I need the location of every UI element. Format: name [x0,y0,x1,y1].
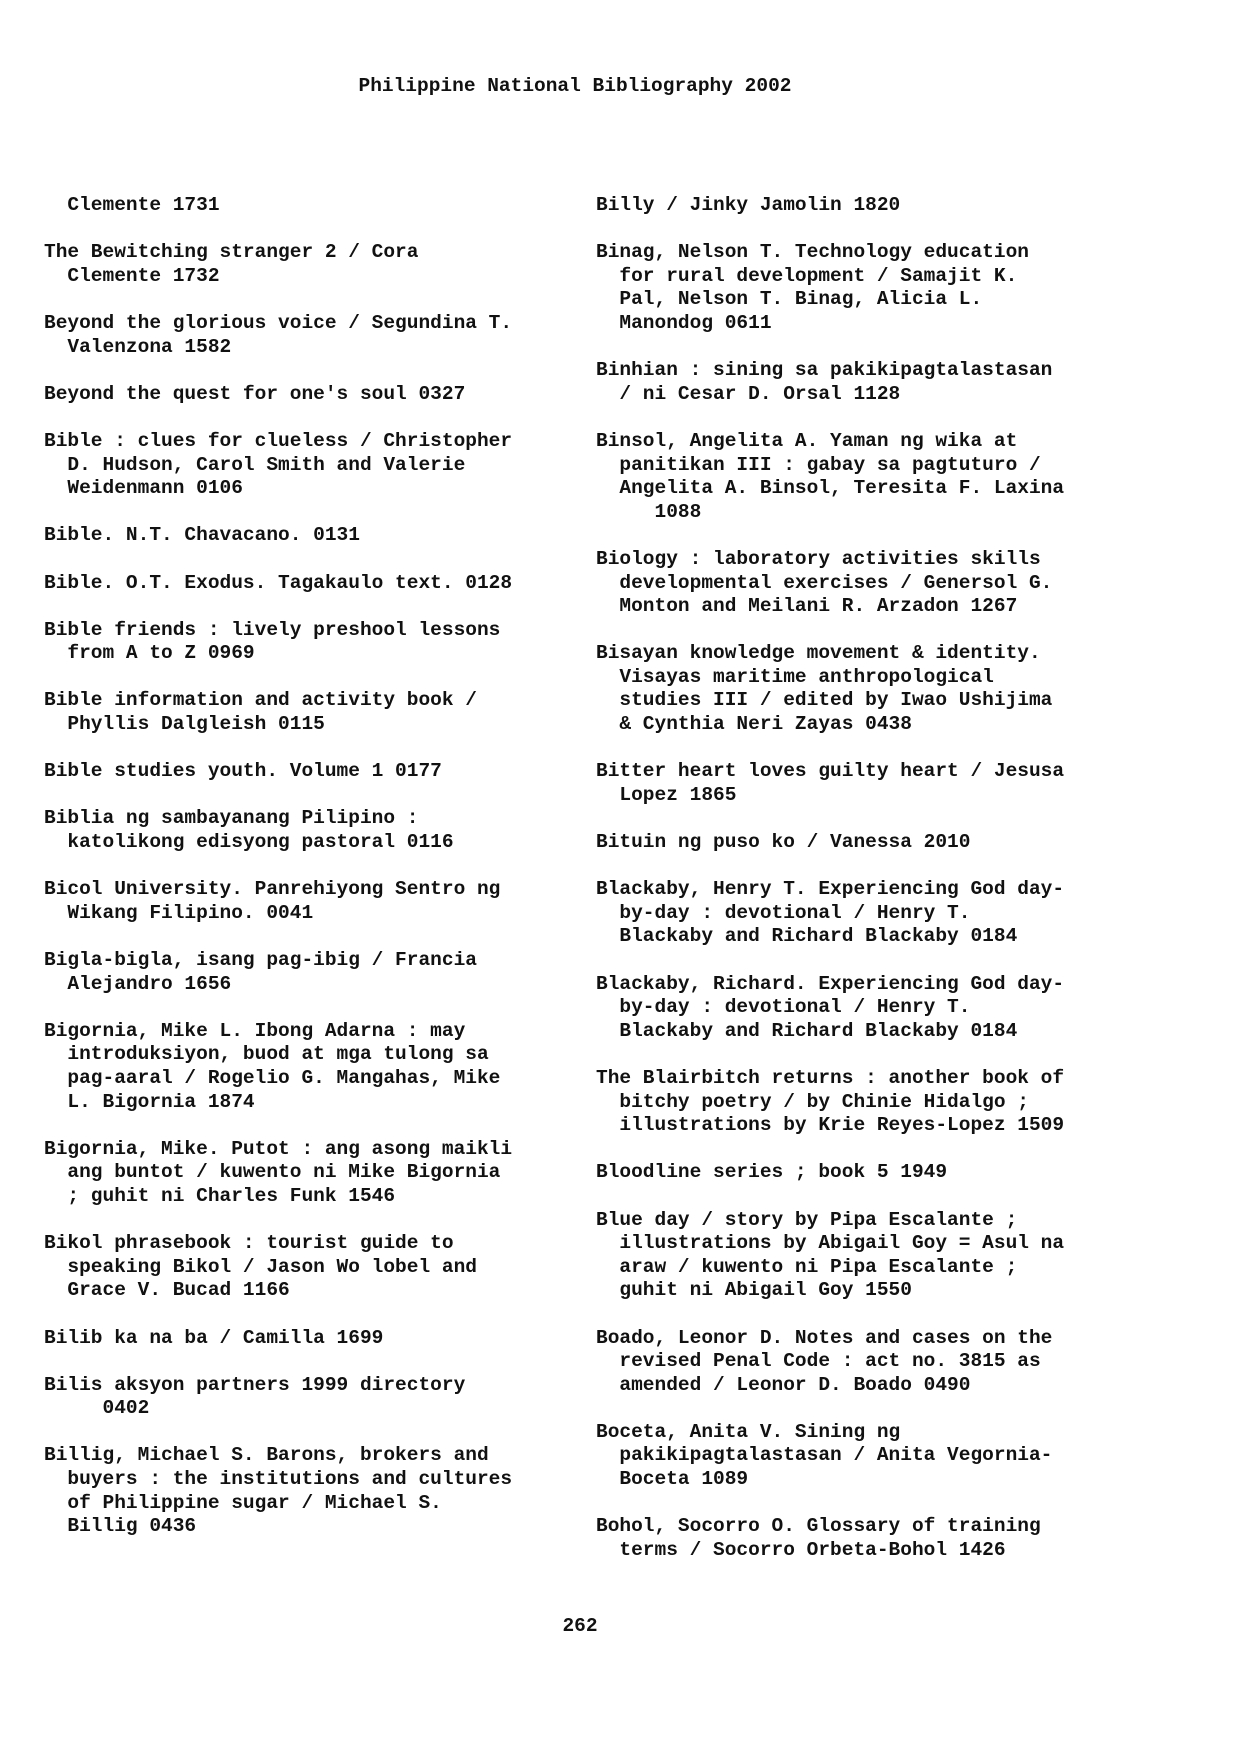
bibliography-entry: Bicol University. Panrehiyong Sentro ng Wikang Filipino. 0041 [44,878,501,924]
bibliography-entry: Blue day / story by Pipa Escalante ; illustrations by Abigail Goy = Asul na araw / kuwento ni Pipa Escalante ; guhit ni Abigail Goy 1550 [596,1208,1065,1302]
bibliography-entry: Bigla-bigla, isang pag-ibig / Francia Alejandro 1656 [44,949,477,995]
bibliography-entry: Binag, Nelson T. Technology education for rural development / Samajit K. Pal, Nelson T. Binag, Alicia L. Manondog 0611 [596,241,1029,334]
bibliography-entry: Bikol phrasebook : tourist guide to speaking Bikol / Jason Wo lobel and Grace V. Bucad 1166 [44,1232,477,1302]
bibliography-entry: Bible information and activity book / Phyllis Dalgleish 0115 [44,689,477,736]
bibliography-entry: Bohol, Socorro O. Glossary of training terms / Socorro Orbeta-Bohol 1426 [596,1515,1041,1561]
bibliography-entry: Beyond the quest for one's soul 0327 [44,382,466,405]
bibliography-entry: The Blairbitch returns : another book of bitchy poetry / by Chinie Hidalgo ; illustrations by Krie Reyes-Lopez 1509 [596,1066,1065,1137]
bibliography-entry: Bible studies youth. Volume 1 0177 [44,760,442,783]
bibliography-entry: Clemente 1731 [44,194,220,216]
bibliography-entry: Bible. N.T. Chavacano. 0131 [44,524,360,547]
bibliography-entry: Blackaby, Richard. Experiencing God day- by-day : devotional / Henry T. Blackaby and Richard Blackaby 0184 [596,972,1065,1042]
bibliography-entry: Blackaby, Henry T. Experiencing God day- by-day : devotional / Henry T. Blackaby and Richard Blackaby 0184 [596,878,1065,948]
bibliography-entry: Biblia ng sambayanang Pilipino : katolikong edisyong pastoral 0116 [44,807,454,854]
bibliography-entry: Bigornia, Mike L. Ibong Adarna : may introduksiyon, buod at mga tulong sa pag-aaral / Rogelio G. Mangahas, Mike L. Bigornia 1874 [44,1019,501,1113]
bibliography-entry: Bible : clues for clueless / Christopher D. Hudson, Carol Smith and Valerie Weidenmann 0106 [44,429,513,500]
bibliography-entry: Boado, Leonor D. Notes and cases on the revised Penal Code : act no. 3815 as amended / Leonor D. Boado 0490 [596,1326,1053,1396]
bibliography-entry: The Bewitching stranger 2 / Cora Clemente 1732 [44,241,419,287]
bibliography-entry: Bigornia, Mike. Putot : ang asong maikli ang buntot / kuwento ni Mike Bigornia ; guhit ni Charles Funk 1546 [44,1137,513,1207]
bibliography-entry: Billy / Jinky Jamolin 1820 [596,194,901,216]
left-column [44,194,579,1562]
bibliography-entry: Bloodline series ; book 5 1949 [596,1161,948,1184]
right-column [596,194,1131,1586]
bibliography-entry: Bisayan knowledge movement & identity. Visayas maritime anthropological studies III / edited by Iwao Ushijima & Cynthia Neri Zayas 0438 [596,642,1053,736]
bibliography-entry: Beyond the glorious voice / Segundina T. Valenzona 1582 [44,311,513,358]
page-number: 262 [562,1615,598,1637]
bibliography-entry: Bilis aksyon partners 1999 directory 0402 [44,1373,466,1420]
bibliography-entry: Bible. O.T. Exodus. Tagakaulo text. 0128 [44,571,513,594]
bibliography-entry: Billig, Michael S. Barons, brokers and buyers : the institutions and cultures of Philippine sugar / Michael S. Billig 0436 [44,1444,513,1538]
bibliography-entry: Bitter heart loves guilty heart / Jesusa Lopez 1865 [596,760,1065,806]
bibliography-entry: Bilib ka na ba / Camilla 1699 [44,1326,384,1349]
bibliography-entry: Binhian : sining sa pakikipagtalastasan / ni Cesar D. Orsal 1128 [596,359,1053,405]
page-title: Philippine National Bibliography 2002 [358,75,792,97]
bibliography-entry: Boceta, Anita V. Sining ng pakikipagtalastasan / Anita Vegornia- Boceta 1089 [596,1420,1053,1491]
bibliography-entry: Bible friends : lively preshool lessons from A to Z 0969 [44,618,501,665]
bibliography-entry: Biology : laboratory activities skills developmental exercises / Genersol G. Monton and Meilani R. Arzadon 1267 [596,547,1053,618]
bibliography-entry: Bituin ng puso ko / Vanessa 2010 [596,831,971,854]
bibliography-entry: Binsol, Angelita A. Yaman ng wika at panitikan III : gabay sa pagtuturo / Angelita A. Binsol, Teresita F. Laxina 1088 [596,429,1065,523]
